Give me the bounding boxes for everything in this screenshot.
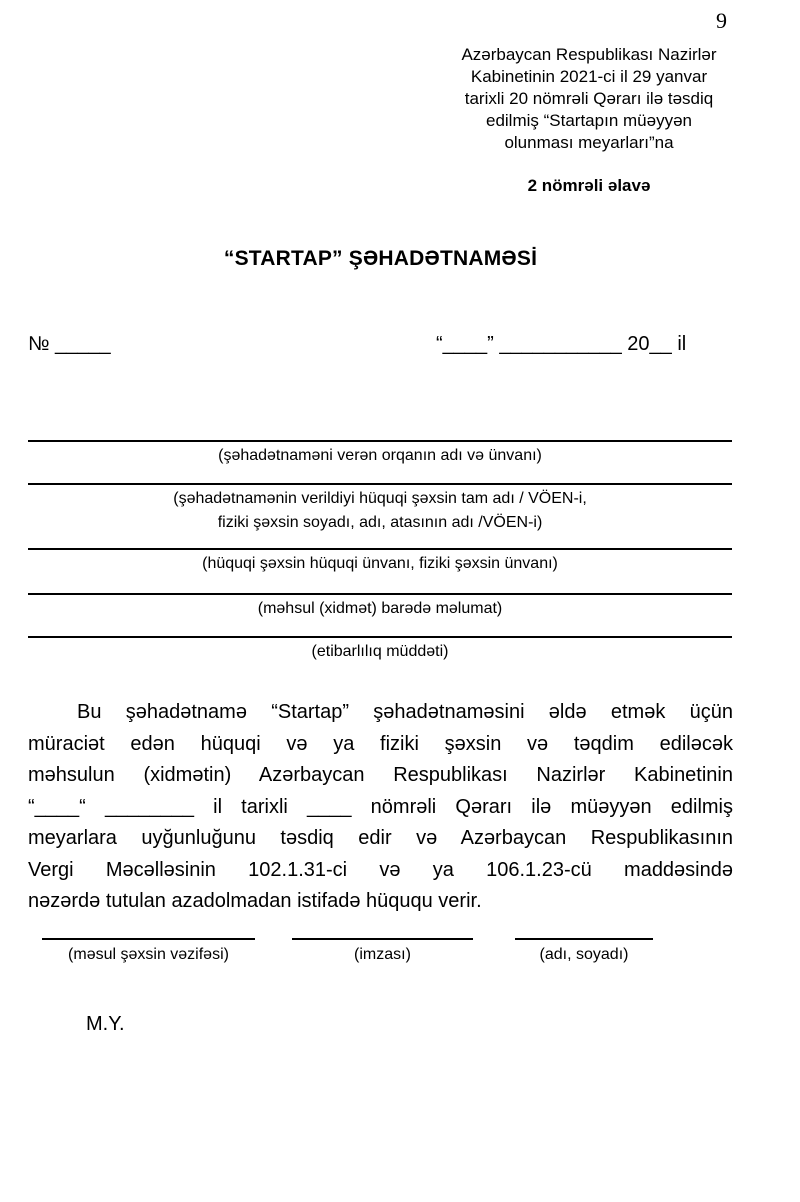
approval-line: tarixli 20 nömrəli Qərarı ilə təsdiq [464,89,714,108]
field-caption: (məhsul (xidmət) barədə məlumat) [257,600,503,617]
approval-line: Kabinetinin 2021-ci il 29 yanvar [470,67,708,86]
field-address [28,548,732,574]
field-issuing-authority [28,440,732,466]
signature-sign-column [292,938,473,965]
field-blank-line [28,636,732,638]
number-and-date-row [28,333,733,359]
document-title: “STARTAP” ŞƏHADƏTNAMƏSİ [223,247,538,270]
signature-caption: (imzası) [354,946,411,963]
field-blank-line [28,440,732,442]
body-line: meyarlara uyğunluğunu təsdiq edir və Azərbaycan Respublikasının [28,827,733,849]
certificate-number-blank: № _____ [28,333,111,355]
field-caption: (şəhadətnaməni verən orqanın adı və ünvanı) [218,447,542,464]
body-line: Bu şəhadətnamə “Startap” şəhadətnaməsini əldə etmək üçün [77,701,733,723]
field-blank-line [28,593,732,595]
issue-date-blank: “____” ___________ 20__ il [436,333,687,355]
signature-caption: (məsul şəxsin vəzifəsi) [68,946,229,963]
signature-position-column [42,938,255,965]
signature-caption: (adı, soyadı) [539,946,629,963]
field-recipient-name [28,483,732,533]
signature-blank-line [515,938,653,940]
body-line: “____“ ________ il tarixli ____ nömrəli Qərarı ilə müəyyən edilmiş [28,795,733,818]
field-blank-line [28,548,732,550]
signature-row [42,938,758,1002]
approval-line: Azərbaycan Respublikası Nazirlər [461,45,717,64]
annex-label: 2 nömrəli əlavə [527,176,651,195]
signature-blank-line [292,938,473,940]
field-caption: (şəhadətnamənin verildiyi hüquqi şəxsin tam adı / VÖEN-i, [173,490,587,507]
body-line: Vergi Məcəlləsinin 102.1.31-ci və ya 106.1.23-cü maddəsində [28,858,733,881]
page-number: 9 [716,8,727,33]
approval-line: olunması meyarları”na [504,133,674,152]
field-caption: fiziki şəxsin soyadı, adı, atasının adı /VÖEN-i) [217,514,543,531]
field-validity-period [28,636,732,662]
field-caption: (hüquqi şəxsin hüquqi ünvanı, fiziki şəxsin ünvanı) [202,555,558,572]
field-product-info [28,593,732,619]
seal-placeholder: M.Y. [86,1013,125,1035]
body-line: nəzərdə tutulan azadolmadan istifadə hüququ verir. [28,890,482,912]
approval-line: edilmiş “Startapın müəyyən [486,111,692,130]
field-caption: (etibarlılıq müddəti) [311,643,449,660]
body-line: məhsulun (xidmətin) Azərbaycan Respublikası Nazirlər Kabinetinin [28,764,733,786]
body-line: müraciət edən hüquqi və ya fiziki şəxsin və təqdim ediləcək [28,732,733,755]
approval-block [446,44,732,197]
body-paragraph [28,697,733,918]
signature-blank-line [42,938,255,940]
signature-name-column [515,938,653,965]
field-blank-line [28,483,732,485]
